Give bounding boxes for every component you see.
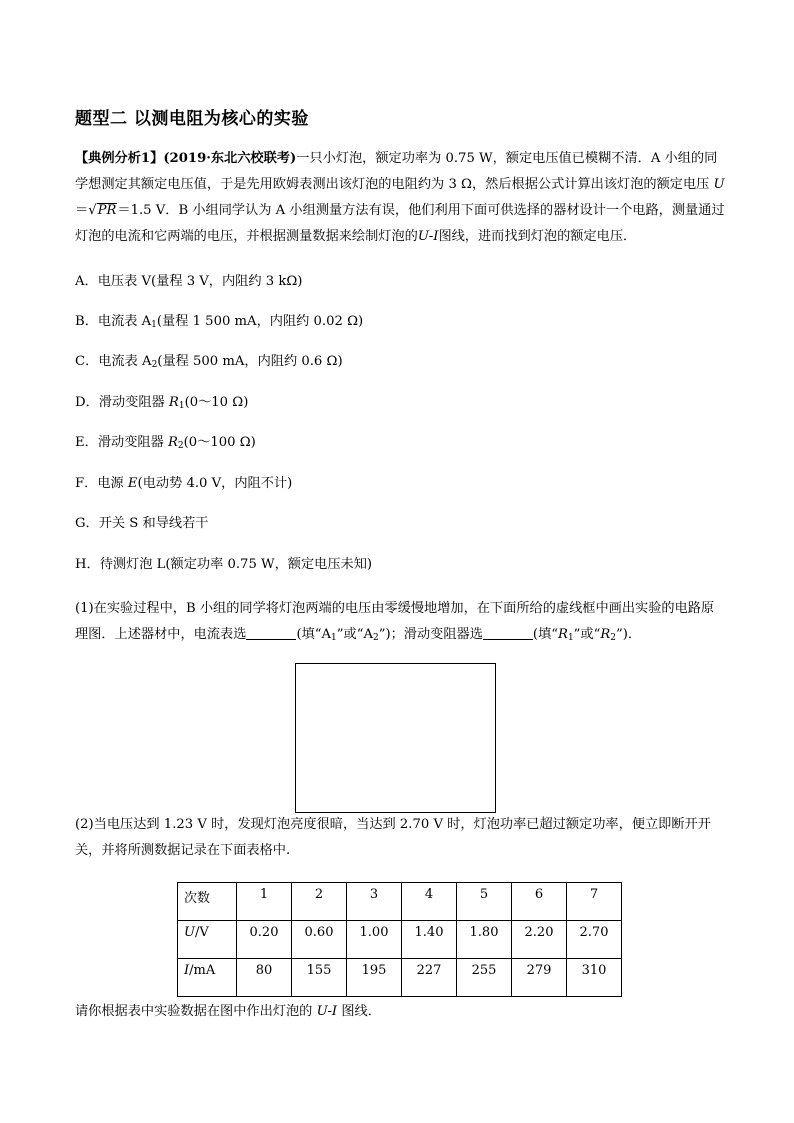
sqrt-symbol: √ bbox=[88, 203, 97, 218]
option-e: E．滑动变阻器 $R_2(0\sim 100$ Ω) bbox=[75, 435, 256, 451]
example-tag: 【典例分析1】 bbox=[75, 151, 164, 166]
question-1: (1)在实验过程中，B 小组的同学将灯泡两端的电压由零缓慢地增加，在下面所给的虚线框中画出实验的电路原理图．上述器材中，电流表选 (填“$A_1$”或“$A_2$”)；滑动变阻器选 (填“$R_1$”或“$R_2$”)． bbox=[75, 601, 715, 643]
table-row: 次数 1 2 3 4 5 6 7 bbox=[178, 883, 622, 921]
option-h: H．待测灯泡 L(额定功率 0.75 W，额定电压未知) bbox=[75, 557, 373, 572]
table-header-label: 次数 bbox=[178, 883, 237, 921]
option-g: G．开关 S 和导线若干 bbox=[75, 516, 209, 531]
table-row: U/V 0.20 0.60 1.00 1.40 1.80 2.20 2.70 bbox=[178, 921, 622, 959]
example-paragraph bbox=[75, 146, 725, 250]
example-source: (2019·东北六校联考) bbox=[163, 151, 297, 166]
formula-u: U bbox=[713, 177, 725, 192]
table-row: I/mA 80 155 195 227 255 279 310 bbox=[178, 959, 622, 997]
question-2: (2)当电压达到 1.23 V 时，发现灯泡亮度很暗，当达到 2.70 V 时，灯泡功率已超过额定功率，便立即断开开关，并将所测数据记录在下面表格中. bbox=[75, 817, 711, 858]
u-row-label: U/V bbox=[178, 921, 237, 959]
answer-blank-1[interactable] bbox=[246, 625, 296, 640]
ui-label: U-I bbox=[417, 229, 439, 244]
example-text-1: 一只小灯泡，额定功率为 0.75 W，额定电压值已模糊不清．A 小组的同学想测定其额定电压值，于是先用欧姆表测出该灯泡的电阻约为 3 Ω，然后根据公式计算出该灯泡的额定电压 bbox=[75, 151, 718, 192]
option-a: A．电压表 V(量程 3 V，内阻约 3 kΩ) bbox=[75, 274, 303, 289]
option-c: C．电流表 $A_2$(量程 500 mA，内阻约 0.6 Ω) bbox=[75, 354, 343, 370]
answer-blank-2[interactable] bbox=[483, 625, 533, 640]
option-b: B．电流表 $A_1$(量程 1 500 mA，内阻约 0.02 Ω) bbox=[75, 314, 364, 330]
option-f: F．电源 E(电动势 4.0 V，内阻不计) bbox=[75, 476, 293, 491]
option-d: D．滑动变阻器 $R_1(0\sim 10$ Ω) bbox=[75, 395, 249, 411]
formula-value: ＝1.5 V． bbox=[117, 203, 179, 218]
circuit-drawing-box[interactable] bbox=[295, 663, 496, 813]
example-text-2: B 小组同学认为 A 小组测量方法有误，他们利用下面可供选择的器材设计一个电路，测量通过灯泡的电流和它两端的电压，并根据测量数据来绘制灯泡的 bbox=[75, 203, 725, 244]
example-text-3: 图线，进而找到灯泡的额定电压． bbox=[438, 229, 637, 244]
after-table-instruction: 请你根据表中实验数据在图中作出灯泡的 U-I 图线． bbox=[75, 1004, 381, 1019]
formula-sqrt: PR bbox=[97, 203, 117, 218]
formula-eq: ＝ bbox=[75, 203, 89, 218]
section-title: 题型二 以测电阻为核心的实验 bbox=[75, 109, 309, 129]
i-row-label: I/mA bbox=[178, 959, 237, 997]
measurement-table bbox=[177, 882, 622, 997]
